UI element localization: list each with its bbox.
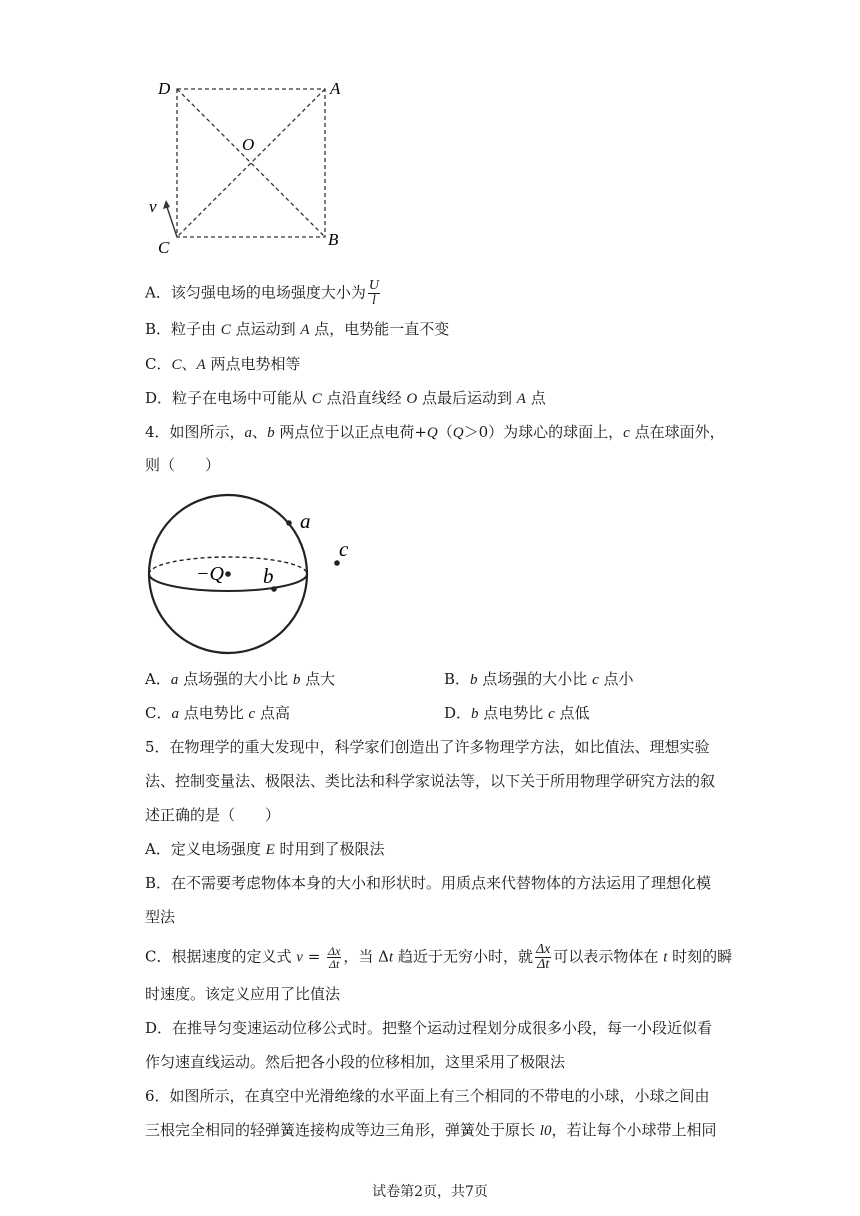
var-a: A — [300, 322, 310, 338]
q5-option-b-line1: B．在不需要考虑物体本身的大小和形状时。用质点来代替物体的方法运用了理想化模 — [145, 874, 712, 892]
var-b: b — [292, 672, 301, 688]
label-C: C — [158, 238, 170, 257]
q4-option-b — [444, 669, 634, 690]
text-seg: C． — [145, 704, 172, 722]
q3-option-a-text: A．该匀强电场的电场强度大小为 — [145, 283, 366, 302]
text-seg: = — [302, 947, 326, 966]
text-seg: 点电势比 — [478, 704, 549, 722]
velocity-arrow — [166, 204, 177, 237]
text-seg: 时刻的瞬 — [667, 947, 733, 966]
var-b: b — [267, 425, 275, 441]
q4-stem-line1 — [145, 422, 725, 443]
label-minus-q: −Q — [196, 563, 224, 585]
text-seg: 4．如图所示， — [145, 423, 245, 441]
fraction-numerator: Δx — [328, 944, 341, 958]
label-O: O — [242, 135, 255, 154]
q5-option-c-line2: 时速度。该定义应用了比值法 — [145, 985, 341, 1003]
var-q: Q — [426, 425, 438, 441]
q3-option-c — [145, 354, 300, 375]
label-D: D — [158, 79, 171, 98]
fraction-numerator: Δx — [535, 942, 551, 957]
text-seg: C． — [145, 355, 172, 373]
var-c: c — [623, 425, 630, 441]
q5-option-b-line2: 型法 — [145, 908, 176, 926]
point-c — [334, 560, 340, 566]
q5-option-a — [145, 839, 385, 860]
fraction-dx-dt-2 — [535, 943, 551, 972]
text-seg: 点场强的大小比 — [477, 670, 593, 688]
q4-option-c — [145, 703, 290, 724]
label-B: B — [328, 230, 339, 249]
text-seg: ，若让每个小球带上相同 — [551, 1121, 717, 1139]
text-seg: A．定义电场强度 — [145, 840, 266, 858]
var-t: t — [663, 949, 668, 966]
var-l0: l0 — [539, 1123, 552, 1139]
var-c: C — [220, 322, 231, 338]
text-seg: 两点电势相等 — [205, 355, 301, 373]
text-seg: D． — [444, 704, 472, 722]
text-seg: 两点位于以正点电荷+ — [274, 423, 427, 441]
square-diagram — [140, 72, 370, 262]
var-o: O — [406, 391, 418, 407]
var-b: b — [471, 706, 479, 722]
text-seg: 时用到了极限法 — [274, 840, 385, 858]
sphere-diagram — [140, 492, 365, 662]
text-seg: B．粒子由 — [145, 320, 221, 338]
q3-option-d — [145, 388, 546, 409]
fraction-numerator: U — [368, 278, 379, 293]
q6-stem-line1: 6．如图所示，在真空中光滑绝缘的水平面上有三个相同的不带电的小球，小球之间由 — [145, 1087, 710, 1105]
fraction-denominator: l — [371, 293, 376, 308]
var-b: b — [470, 672, 478, 688]
text-seg: A． — [145, 670, 171, 688]
text-seg: C．根据速度的定义式 — [145, 947, 297, 966]
var-t: t — [389, 949, 394, 966]
label-A: A — [330, 79, 341, 98]
q3-option-a — [145, 279, 382, 308]
var-a: a — [170, 672, 179, 688]
label-v: v — [149, 197, 157, 216]
label-b: b — [263, 564, 274, 588]
var-e: E — [265, 842, 275, 858]
q3-option-b — [145, 319, 449, 340]
text-seg: ，当 Δ — [343, 947, 390, 966]
text-seg: 、 — [252, 423, 268, 441]
text-seg: ＞0）为球心的球面上， — [463, 423, 624, 441]
var-c: C — [311, 391, 322, 407]
page-footer: 试卷第2页，共7页 — [372, 1184, 488, 1200]
var-a: A — [196, 357, 206, 373]
text-seg: 、 — [181, 355, 197, 373]
text-seg: 点低 — [554, 704, 590, 722]
charge-q-point — [225, 571, 231, 577]
text-seg: 点沿直线经 — [321, 389, 407, 407]
text-seg: 点最后运动到 — [417, 389, 517, 407]
q5-stem-line2: 法、控制变量法、极限法、类比法和科学家说法等，以下关于所用物理学研究方法的叙 — [145, 772, 716, 790]
label-c: c — [339, 537, 349, 561]
q5-stem-line3: 述正确的是（ ） — [145, 806, 281, 824]
text-seg: 点高 — [255, 704, 290, 722]
label-a: a — [300, 509, 311, 533]
var-q: Q — [452, 425, 464, 441]
q4-option-d — [444, 703, 590, 724]
text-seg: 点电势比 — [178, 704, 249, 722]
text-seg: 点大 — [300, 670, 336, 688]
fraction-denominator: Δt — [329, 957, 340, 971]
var-c: C — [171, 357, 182, 373]
text-seg: 点运动到 — [230, 320, 301, 338]
var-a: A — [516, 391, 526, 407]
fraction-dx-dt — [327, 945, 341, 970]
text-seg: D．粒子在电场中可能从 — [145, 389, 312, 407]
var-a: a — [244, 425, 253, 441]
text-seg: 趋近于无穷小时，就 — [393, 947, 533, 966]
text-seg: 三根完全相同的轻弹簧连接构成等边三角形，弹簧处于原长 — [145, 1121, 540, 1139]
q5-option-d-line1: D．在推导匀变速运动位移公式时。把整个运动过程划分成很多小段，每一小段近似看 — [145, 1019, 713, 1037]
q5-stem-line1: 5．在物理学的重大发现中，科学家们创造出了许多物理学方法，如比值法、理想实验 — [145, 738, 710, 756]
fraction-denominator: Δt — [537, 957, 550, 972]
q6-stem-line2 — [145, 1120, 716, 1141]
q4-option-a — [145, 669, 335, 690]
var-c: c — [592, 672, 599, 688]
var-c: c — [548, 706, 555, 722]
q4-stem-line2: 则（ ） — [145, 456, 221, 474]
point-a — [286, 520, 292, 526]
text-seg: 点 — [525, 389, 546, 407]
var-a: a — [171, 706, 179, 722]
fraction-u-over-l — [368, 279, 380, 308]
q5-option-c-line1 — [145, 943, 732, 972]
velocity-arrowhead — [163, 200, 170, 209]
text-seg: 点小 — [598, 670, 634, 688]
text-seg: B． — [444, 670, 471, 688]
text-seg: 点场强的大小比 — [178, 670, 293, 688]
var-v: v — [296, 949, 303, 966]
text-seg: 点在球面外， — [629, 423, 725, 441]
var-c: c — [248, 706, 256, 722]
q5-option-d-line2: 作匀速直线运动。然后把各小段的位移相加，这里采用了极限法 — [145, 1053, 566, 1071]
text-seg: 可以表示物体在 — [553, 947, 664, 966]
text-seg: （ — [437, 423, 453, 441]
text-seg: 点，电势能一直不变 — [309, 320, 450, 338]
